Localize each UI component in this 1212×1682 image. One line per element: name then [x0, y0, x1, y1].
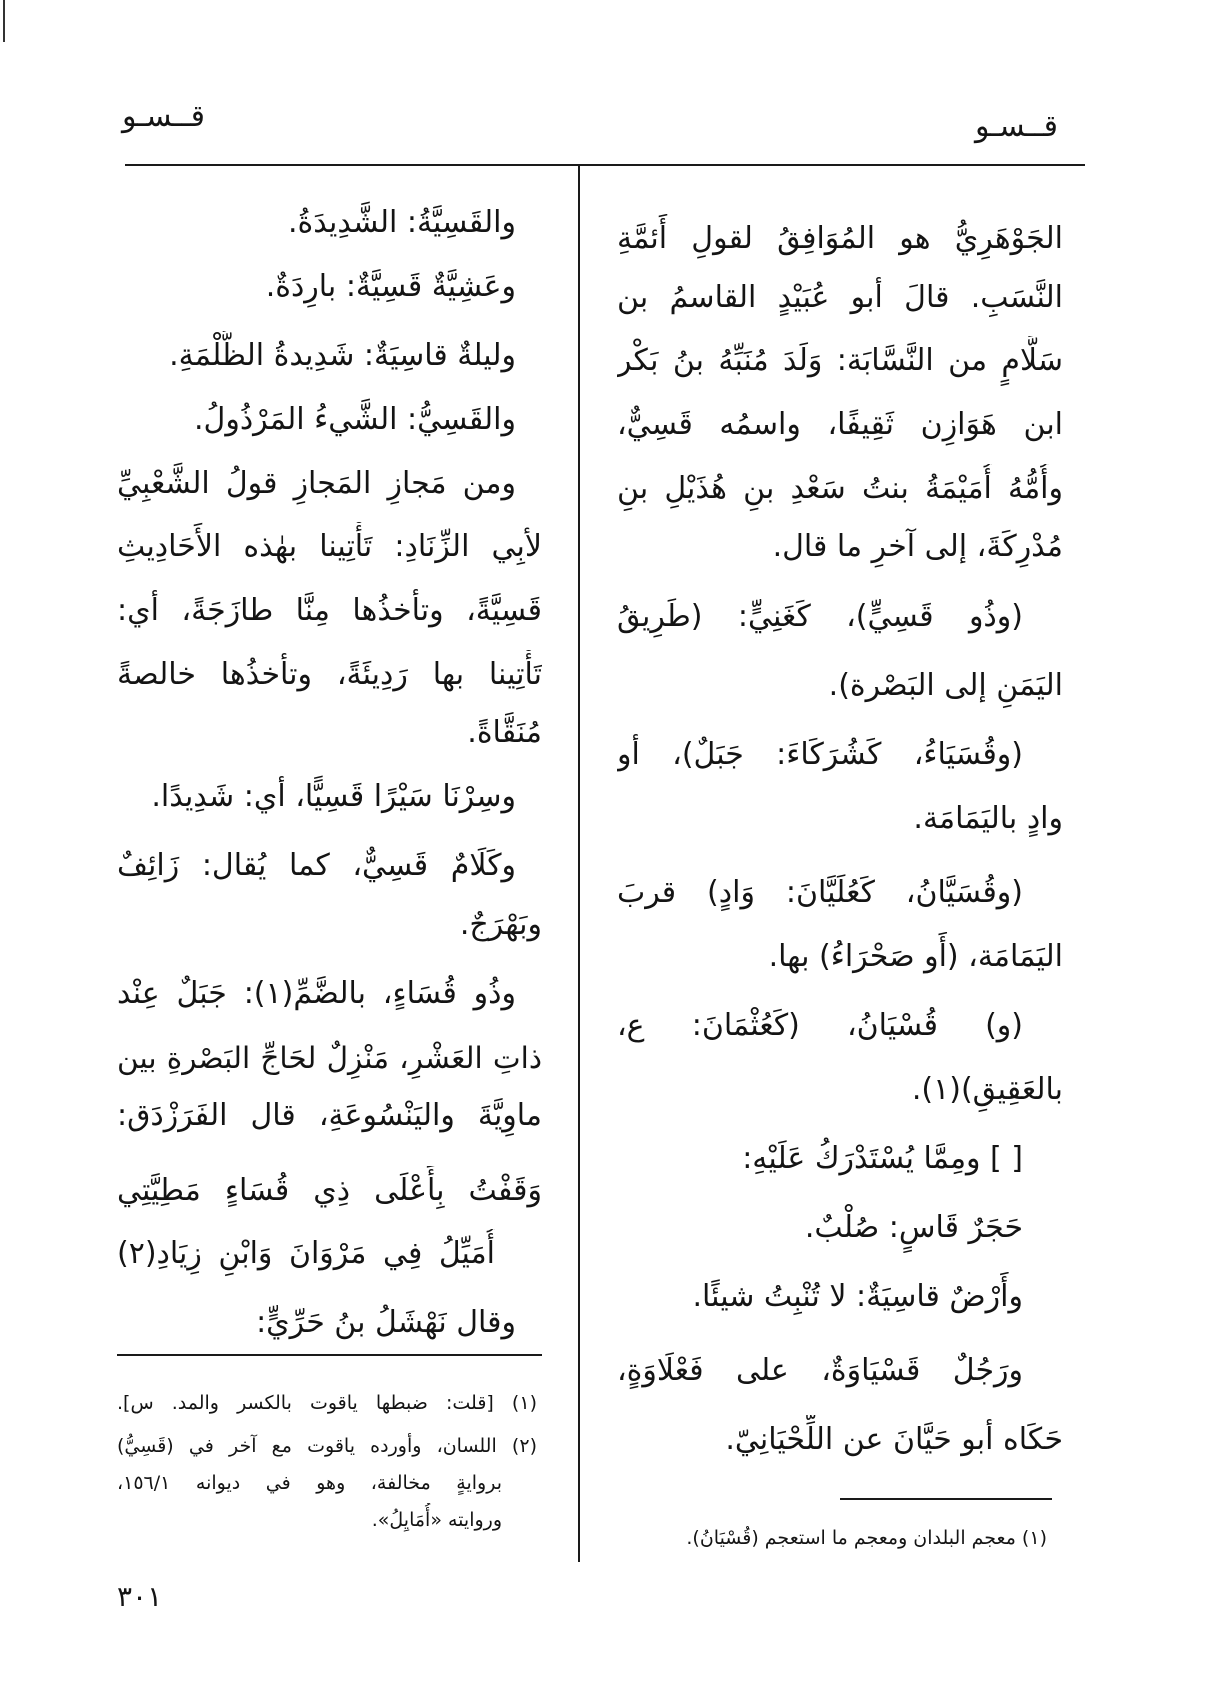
- right-col-line: اليَمَنِ إلى البَصْرة).: [828, 668, 1063, 703]
- left-col-line: والقَسِيُّ: الشَّيءُ المَرْذُولُ.: [194, 402, 516, 437]
- right-col-line: (و) قُسْيَانُ، (كَعُثْمَانَ: ع،: [617, 1008, 1023, 1043]
- left-col-line: مُنَقَّاةً.: [467, 715, 542, 750]
- left-col-line: وكَلَامٌ قَسِيٌّ، كما يُقال: زَائِفٌ: [117, 848, 516, 883]
- right-col-line: وأَرْضٌ قاسِيَةٌ: لا تُنْبِتُ شيئًا.: [692, 1279, 1023, 1314]
- footnote: وروايته «أُمَايِلُ».: [371, 1509, 502, 1531]
- right-col-line: مُدْرِكَةَ، إلى آخرِ ما قال.: [772, 529, 1063, 564]
- right-col-line: اليَمَامَة، (أَو صَحْرَاءُ) بها.: [768, 939, 1063, 974]
- left-col-line: وسِرْنَا سَيْرًا قَسِيًّا، أي: شَدِيدًا.: [151, 779, 516, 814]
- left-col-line: وبَهْرَجٌ.: [459, 907, 542, 942]
- right-col-line: وأُمُّهُ أُمَيْمَةُ بنتُ سَعْدِ بنِ هُذَيْلِ بنِ: [617, 471, 1063, 506]
- right-col-line: وادٍ باليَمَامَة.: [913, 801, 1063, 836]
- footnote-rule: [117, 1354, 542, 1356]
- right-col-line: حَجَرٌ قَاسٍ: صُلْبٌ.: [804, 1210, 1023, 1245]
- right-col-line: حَكَاه أبو حَيَّانَ عن اللِّحْيَانِيّ.: [725, 1422, 1063, 1457]
- column-divider: [578, 165, 580, 1562]
- right-col-line: (وقُسَيَاءُ، كَشُرَكَاءَ: جَبَلٌ)، أو: [617, 737, 1023, 772]
- left-col-line: ماوِيَّةَ واليَنْسُوعَةِ، قال الفَرَزْدَق:: [117, 1098, 542, 1133]
- right-col-line: ابن هَوَازِن ثَقِيفًا، واسمُه قَسِيٌّ،: [617, 407, 1063, 442]
- right-col-line: [ ] ومِمَّا يُسْتَدْرَكُ عَلَيْهِ:: [742, 1141, 1023, 1176]
- running-head-left: قــسـو: [122, 99, 205, 134]
- verse-line: أُمَيِّلُ فِي مَرْوَانَ وَابْنِ زِيَادِ(٢): [117, 1236, 495, 1271]
- left-col-line: وقال نَهْشَلُ بنُ حَرِّيٍّ:: [256, 1305, 516, 1340]
- footnote-rule: [840, 1498, 1052, 1500]
- footnote: بروايةٍ مخالفة، وهو في ديوانه ١٥٦/١،: [117, 1472, 502, 1494]
- left-col-line: قَسِيَّةً، وتأخذُها مِنَّا طازَجَةً، أي:: [117, 593, 542, 628]
- right-col-line: النَّسَبِ. قالَ أبو عُبَيْدٍ القاسمُ بن: [617, 280, 1063, 315]
- scan-edge-mark: [3, 0, 5, 42]
- left-col-line: ذاتِ العَشْرِ، مَنْزِلٌ لحَاجِّ البَصْرةِ بين: [117, 1041, 542, 1075]
- right-col-line: (وقُسَيَّانُ، كَعُلَيَّانَ: وَادٍ) قربَ: [617, 875, 1023, 910]
- left-col-line: وليلةٌ قاسِيَةٌ: شَدِيدةُ الظُّلْمَةِ.: [169, 338, 516, 373]
- left-col-line: والقَسِيَّةُ: الشَّدِيدَةُ.: [287, 205, 516, 240]
- page-number: ٣٠١: [117, 1580, 163, 1613]
- verse-line: وَقَفْتُ بِأَعْلَى ذِي قُسَاءٍ مَطِيَّتِي: [117, 1173, 542, 1208]
- footnote: (٢) اللسان، وأورده ياقوت مع آخر في (قَسِيُّ): [117, 1435, 537, 1457]
- footnote: (١) [قلت: ضبطها ياقوت بالكسر والمد. س].: [117, 1392, 537, 1414]
- left-col-line: وعَشِيَّةٌ قَسِيَّةٌ: بارِدَةٌ.: [265, 269, 516, 304]
- header-rule: [125, 164, 1085, 166]
- right-col-line: بالعَقِيقِ)(١).: [911, 1072, 1063, 1107]
- right-col-line: سَلَّامٍ من النَّسَّابَة: وَلَدَ مُنَبِّهُ بنُ بَكْر: [617, 343, 1063, 378]
- footnote: (١) معجم البلدان ومعجم ما استعجم (قُسْيَانُ).: [686, 1527, 1047, 1549]
- right-col-line: ورَجُلٌ قَسْيَاوَةٌ، على فَعْلَاوَةٍ،: [617, 1353, 1023, 1388]
- right-col-line: (وذُو قَسِيٍّ)، كَغَنِيٍّ: (طَرِيقُ: [617, 599, 1023, 634]
- right-col-line: الجَوْهَرِيُّ هو المُوَافِقُ لقولِ أَئمَّةِ: [617, 221, 1063, 256]
- left-col-line: لأبِي الزِّنَادِ: تَأْتِينا بهٰذه الأَحَادِيثِ: [117, 529, 542, 564]
- left-col-line: وذُو قُسَاءٍ، بالضَّمِّ(١): جَبَلٌ عِنْد: [117, 976, 516, 1011]
- running-head-right: قــسـو: [975, 109, 1058, 144]
- left-col-line: تَأْتِينا بها رَدِيئَةً، وتأخذُها خالصةً: [117, 657, 542, 692]
- left-col-line: ومن مَجازِ المَجازِ قولُ الشَّعْبِيِّ: [117, 466, 516, 501]
